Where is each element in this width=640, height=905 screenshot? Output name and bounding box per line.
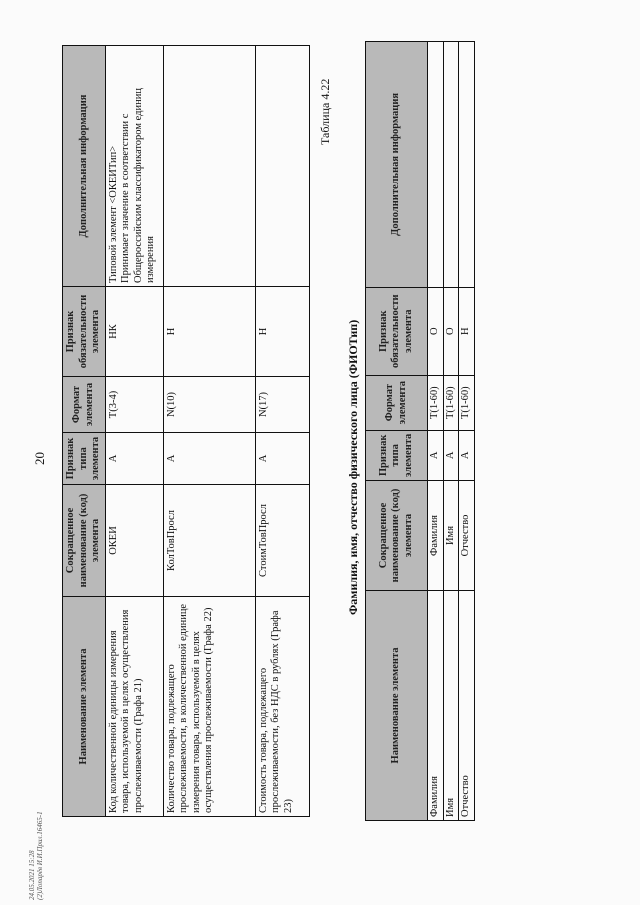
- table-number: Таблица 4.22: [318, 78, 332, 145]
- cell-code: Отчество: [459, 481, 475, 591]
- print-stamp: [28, 811, 44, 900]
- cell-code: Имя: [443, 481, 459, 591]
- header-cell: Наименование элемента: [366, 591, 428, 821]
- table-row: [163, 46, 255, 817]
- cell-element-name: Имя: [443, 591, 459, 821]
- table-row: [459, 42, 475, 821]
- cell-element-name: Отчество: [459, 591, 475, 821]
- fio-table: [365, 41, 475, 821]
- header-cell: Признак типа элемента: [366, 430, 428, 480]
- header-cell: Дополнительная информация: [366, 42, 428, 288]
- cell-format: N(10): [163, 377, 255, 433]
- cell-format: T(1-60): [428, 375, 444, 430]
- table-row: [428, 42, 444, 821]
- cell-required: Н: [163, 287, 255, 377]
- cell-code: КолТовПросл: [163, 485, 255, 597]
- cell-format: T(3-4): [105, 377, 163, 433]
- table-row: [255, 46, 309, 817]
- cell-format: N(17): [255, 377, 309, 433]
- cell-required: Н: [255, 287, 309, 377]
- table-row: [443, 42, 459, 821]
- table-title: Фамилия, имя, отчество физического лица (ФИОТип): [346, 319, 360, 615]
- header-cell: Формат элемента: [366, 375, 428, 430]
- stamp-line: 24.05.2021 15:28: [28, 850, 36, 900]
- cell-format: T(1-60): [459, 375, 475, 430]
- header-cell: Сокращенное наименование (код) элемента: [366, 481, 428, 591]
- cell-type: А: [105, 433, 163, 485]
- cell-type: А: [255, 433, 309, 485]
- cell-element-name: Количество товара, подлежащего прослеживаемости, в количественной единице измерения товара, используемой в целях осуществления прослеживаемости (Графа 22): [163, 597, 255, 817]
- cell-element-name: Фамилия: [428, 591, 444, 821]
- cell-info: [428, 42, 444, 288]
- cell-type: А: [163, 433, 255, 485]
- cell-code: Фамилия: [428, 481, 444, 591]
- cell-info: [255, 46, 309, 287]
- table-header-row: [63, 46, 106, 817]
- header-cell: Признак обязательности элемента: [63, 287, 106, 377]
- cell-required: Н: [459, 287, 475, 375]
- page-number: 20: [32, 452, 47, 465]
- header-cell: Формат элемента: [63, 377, 106, 433]
- cell-code: ОКЕИ: [105, 485, 163, 597]
- cell-info: [459, 42, 475, 288]
- cell-element-name: Стоимость товара, подлежащего прослеживаемости, без НДС в рублях (Графа 23): [255, 597, 309, 817]
- cell-info: [163, 46, 255, 287]
- table-row: [105, 46, 163, 817]
- cell-element-name: Код количественной единицы измерения товара, используемой в целях осуществления прослеживаемости (Графа 21): [105, 597, 163, 817]
- elements-table: [62, 45, 310, 817]
- stamp-line: (2)Лопарёв И.И.Прил.16465-1: [36, 811, 44, 900]
- header-cell: Признак типа элемента: [63, 433, 106, 485]
- cell-required: О: [443, 287, 459, 375]
- cell-required: О: [428, 287, 444, 375]
- cell-required: НК: [105, 287, 163, 377]
- header-cell: Дополнительная информация: [63, 46, 106, 287]
- header-cell: Наименование элемента: [63, 597, 106, 817]
- cell-info: [443, 42, 459, 288]
- table-header-row: [366, 42, 428, 821]
- cell-info: Типовой элемент <ОКЕИТип> Принимает значение в соответствии с Общероссийским классификатором единиц измерения: [105, 46, 163, 287]
- header-cell: Признак обязательности элемента: [366, 287, 428, 375]
- cell-type: А: [428, 430, 444, 480]
- cell-format: T(1-60): [443, 375, 459, 430]
- cell-code: СтоимТовПросл: [255, 485, 309, 597]
- cell-type: А: [459, 430, 475, 480]
- header-cell: Сокращенное наименование (код) элемента: [63, 485, 106, 597]
- cell-type: А: [443, 430, 459, 480]
